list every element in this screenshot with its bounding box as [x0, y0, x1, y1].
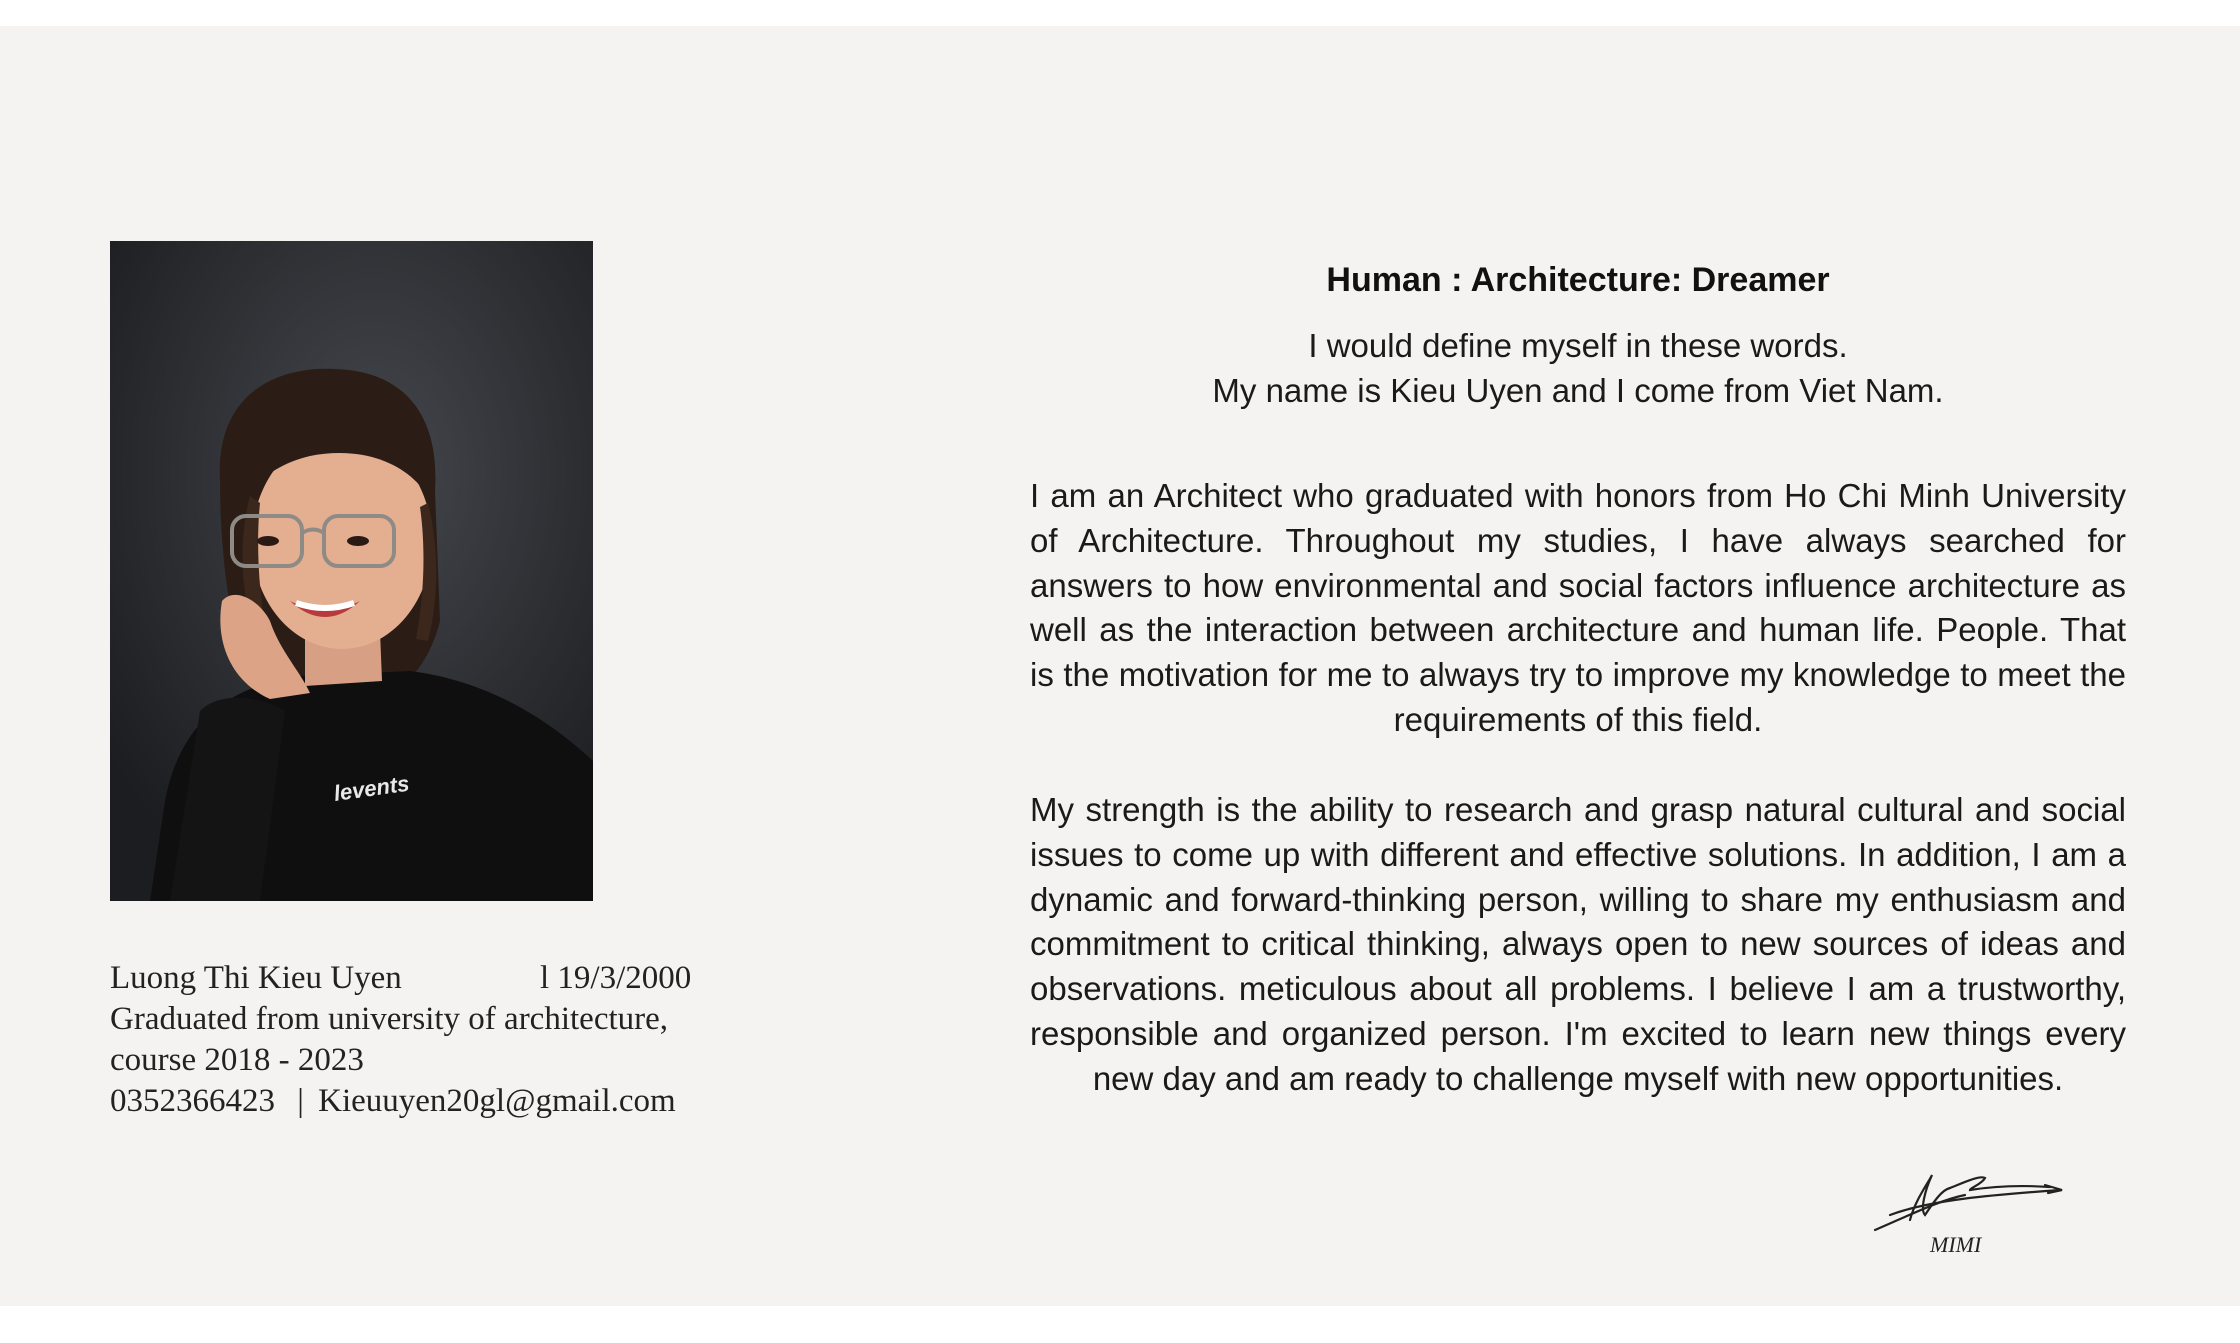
phone-number: 0352366423	[110, 1083, 275, 1119]
name-row	[110, 958, 750, 999]
intro-line-1: I would define myself in these words.	[1308, 327, 1848, 364]
about-title: Human : Architecture: Dreamer	[1326, 261, 1830, 299]
education-line-2: course 2018 - 2023	[110, 1042, 364, 1078]
signature	[1870, 1160, 2070, 1260]
profile-info	[110, 958, 750, 1122]
education-line-1: Graduated from university of architecture,	[110, 1001, 669, 1037]
email-address: Kieuuyen20gl@gmail.com	[318, 1083, 676, 1119]
signature-mark	[1870, 1160, 2070, 1260]
about-paragraph-2: My strength is the ability to research and grasp natural cultural and social issues to come up with different and effective solutions. In addition, I am a dynamic and forward-thinking person, willing to share my enthusiasm and commitment to critical thinking, always open to new sources of ideas and observations. meticulous about all problems. I believe I am a trustworthy, responsible and organized person. I'm excited to learn new things every new day and am ready to challenge myself with new opportunities.	[1030, 791, 2126, 1097]
full-name: Luong Thi Kieu Uyen	[110, 960, 402, 996]
about-intro	[1030, 323, 2126, 413]
intro-line-2: My name is Kieu Uyen and I come from Viet Nam.	[1212, 372, 1944, 409]
contact-separator: |	[297, 1083, 304, 1119]
birth-date: l 19/3/2000	[540, 960, 692, 996]
shirt-logo-text: levents	[332, 770, 411, 806]
signature-text: MIMI	[1930, 1232, 1982, 1257]
profile-photo	[110, 241, 593, 901]
portrait-illustration	[110, 241, 593, 901]
contact-row	[110, 1081, 750, 1122]
about-paragraph-1: I am an Architect who graduated with honors from Ho Chi Minh University of Architecture. Throughout my studies, I have always searched for answers to how environmental and social factors influence architecture as well as the interaction between architecture and human life. People. That is the motivation for me to always try to improve my knowledge to meet the requirements of this field.	[1030, 477, 2126, 738]
